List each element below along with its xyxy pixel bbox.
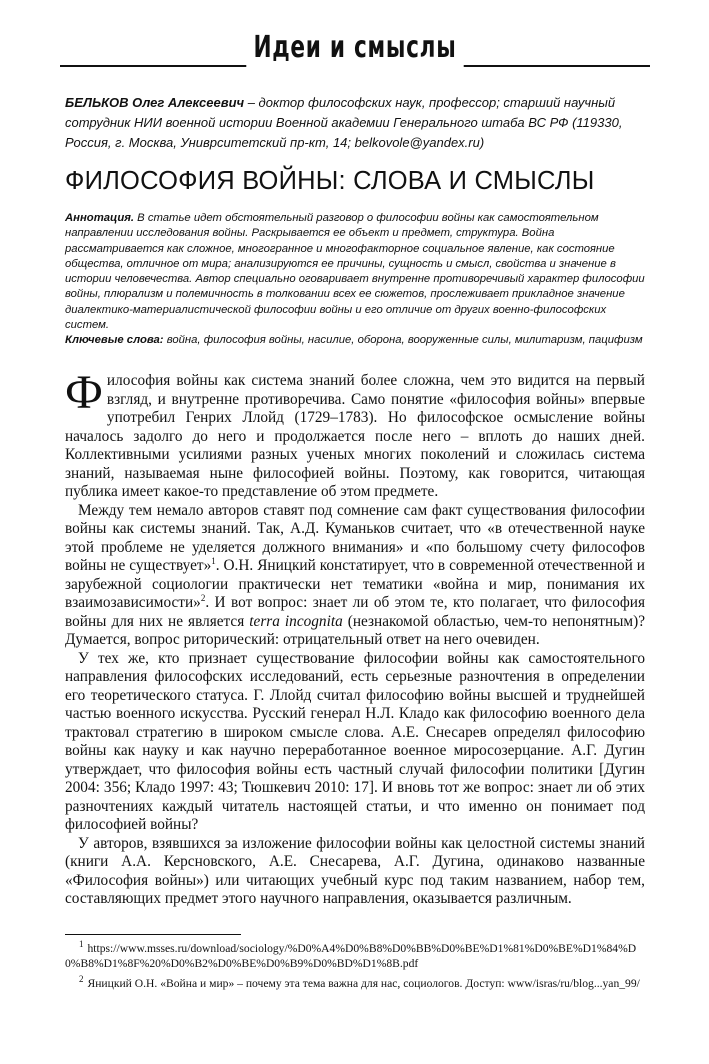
paragraph-3: У тех же, кто признает существование философии войны как самостоятельного направления философских исследований, есть серьезные разночтения в определении его теоретического статуса. Г. Ллойд считал философию войны высшей и труднейшей частью военного искусства. Русский генерал Н.Л. Кладо как философию военного дела трактовал стратегию в широком смысле слова. А.Е. Снесарев определял философию войны как науку и как научно переработанное военное миросозерцание. А.Г. Дугин утверждает, что философия войны есть частный случай философии политики [Дугин 2004: 356; Кладо 1997: 43; Тюшкевич 2010: 17]. И вновь тот же вопрос: знает ли об этих разночтениях каждый читатель настоящей статьи, и что именно он понимает под философией войны? [65,649,645,833]
footnote-rule [65,934,241,935]
author-bio: – доктор философских наук, профессор; старший научный сотрудник НИИ военной истории Военной академии Генерального штаба ВС РФ (119330, Россия, г. Москва, Униврситетский пр-кт, 14; belkovole@yandex.ru) [65,95,623,150]
footnote-2-text: Яницкий О.Н. «Война и мир» – почему эта тема важна для нас, социологов. Доступ: www/isras/ru/blog...yan_99/ [87,976,640,990]
footnote-ref-2[interactable]: 2 [200,592,206,603]
paragraph-2-part-a: Между тем немало авторов ставят под сомнение сам факт существования философии войны как системы знаний. Так, А.Д. Куманьков считает, что «в отечественной науке этой проблеме не уделяется должного внимания» и «по большому счету философов войны не существует» [65,501,645,574]
footnote-ref-1[interactable]: 1 [211,555,216,566]
footnote-2 [65,972,645,991]
abstract-text: В статье идет обстоятельный разговор о философии войны как самостоятельном направлении исследования войны. Раскрывается ее объект и предмет, структура. Война рассматривается как сложное, многогранное и многофакторное социальное явление, как состояние общества, отличное от мира; анализируются ее причины, сущность и смысл, свойства и значение в истории человечества. Автор специально оговаривает внутренне противоречивый характер философии войны, плюрализм и полемичность в толковании всех ее сюжетов, прослеживает прикладное значение диалектико-материалистической философии войны и его отличие от других военно-философских систем. [65,212,645,332]
article-body [65,366,645,909]
keywords-label: Ключевые слова: [65,334,164,347]
footnotes [65,937,645,991]
abstract [65,211,645,349]
keywords-text: война, философия войны, насилие, оборона, вооруженные силы, милитаризм, пацифизм [163,334,643,347]
paragraph-2-part-c: . И вот вопрос: знает ли об этом те, кто полагает, что философия войны для них не является [65,594,645,630]
latin-phrase: terra incognita [249,612,343,630]
footnote-1-link[interactable]: https://www.msses.ru/download/sociology/%D0%A4%D0%B8%D0%BB%D0%BE%D1%81%D0%BE%D1%84%D0%B8%D1%8F%20%D0%B2%D0%BE%D0%B9%D0%BD%D1%8B.pdf [65,941,637,971]
footnote-1-number: 1 [79,939,84,949]
paragraph-2-part-b: . О.Н. Яницкий констатирует, что в современной отечественной и зарубежной социологии практически нет тематики «война и мир, понимания их взаимозависимости» [65,557,645,611]
footnote-1 [65,937,645,972]
paragraph-4: У авторов, взявшихся за изложение философии войны как целостной системы знаний (книги А.А. Керсновского, А.Е. Снесарева, А.Г. Дугина, одинаково названные «Философия войны») или читающих учебный курс под таким названием, набор тем, составляющих предмет этого научного направления, оказывается различным. [65,834,645,907]
section-title: Идеи и смыслы [246,28,463,68]
section-header [60,28,650,68]
article-title: ФИЛОСОФИЯ ВОЙНЫ: СЛОВА И СМЫСЛЫ [65,167,595,195]
paragraph-2-part-d: (незнакомой областью, чем-то непонятным)? Думается, вопрос риторический: отрицательный ответ на него очевиден. [65,612,645,648]
paragraph-1 [65,366,645,502]
author-name: БЕЛЬКОВ Олег Алексеевич [65,95,245,110]
drop-cap: Ф [65,366,103,419]
paragraph-2 [65,502,645,650]
author-info [65,93,645,153]
abstract-label: Аннотация. [65,212,135,224]
footnote-2-number: 2 [79,973,84,984]
paragraph-1-text: илософия войны как система знаний более сложна, чем это видится на первый взгляд, и внутренне противоречива. Само понятие «философия войны» впервые употребил Генрих Ллойд (1729–1783). Но философское осмысление войны началось задолго до него и продолжается после него – вплоть до наших дней. Коллективными усилиями разных ученых многих поколений и сложилась система знаний, называемая ныне философией войны. Поэтому, как говорится, читающая публика имеет какое-то представление об этом предмете. [65,372,645,500]
